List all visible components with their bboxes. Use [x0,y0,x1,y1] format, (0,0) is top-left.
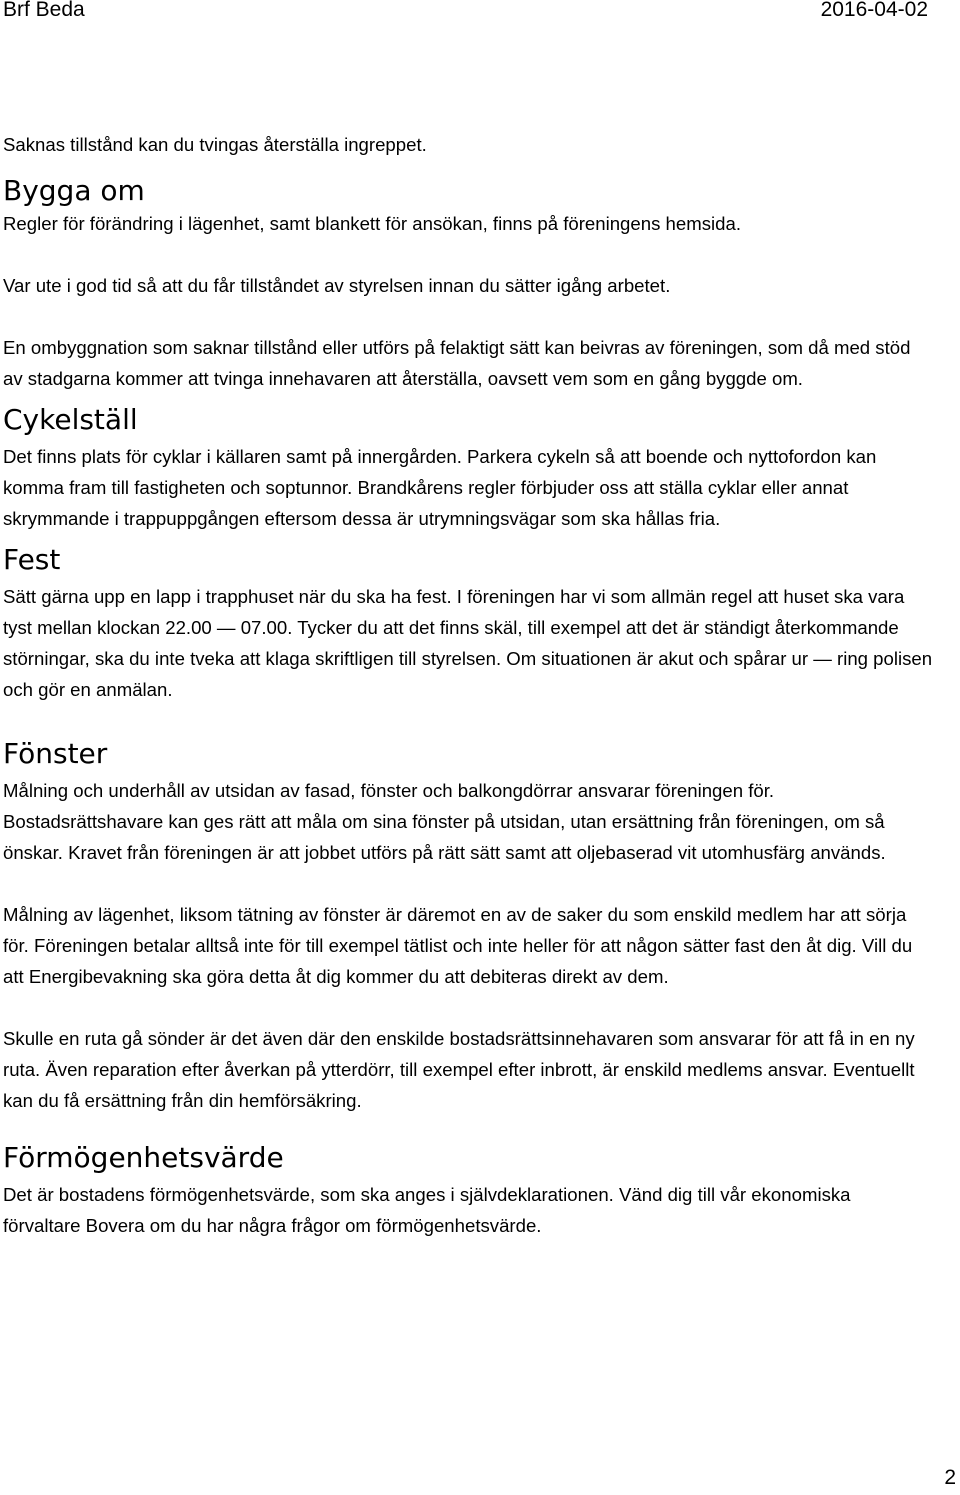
header-date: 2016-04-02 [820,0,928,21]
section-heading-bygga-om: Bygga om [3,174,145,207]
paragraph: Det finns plats för cyklar i källaren samt på innergården. Parkera cykeln så att boende och nyttofordon kan komma fram till fastigheten och soptunnor. Brandkårens regler förbjuder oss att ställa cyklar eller annat skrymmande i trappuppgången eftersom dessa är utrymningsvägar som ska hållas fria. [3,446,877,529]
section-heading-fonster: Fönster [3,737,108,770]
paragraph: Skulle en ruta gå sönder är det även där den enskilde bostadsrättsinnehavaren som ansvarar för att få in en ny ruta. Även reparation efter åverkan på ytterdörr, till exempel efter inbrott, är enskild medlems ansvar. Eventuellt kan du få ersättning från din hemförsäkring. [3,1028,915,1111]
paragraph: Sätt gärna upp en lapp i trapphuset när du ska ha fest. I föreningen har vi som allmän regel att huset ska vara tyst mellan klockan 22.00 — 07.00. Tycker du att det finns skäl, till exempel att det är ständigt återkommande störningar, ska du inte tveka att klaga skriftligen till styrelsen. Om situationen är akut och spårar ur — ring polisen och gör en anmälan. [3,586,933,700]
section-heading-fest: Fest [3,543,61,576]
paragraph: En ombyggnation som saknar tillstånd eller utförs på felaktigt sätt kan beivras av föreningen, som då med stöd av stadgarna kommer att tvinga innehavaren att återställa, oavsett vem som en gång byggde om. [3,337,911,389]
paragraph: Regler för förändring i lägenhet, samt blankett för ansökan, finns på föreningens hemsida. [3,213,741,234]
page-header [0,0,960,24]
page-number: 2 [944,1466,956,1489]
document-body [3,129,933,1241]
intro-paragraph: Saknas tillstånd kan du tvingas återställa ingreppet. [3,134,427,155]
paragraph: Målning av lägenhet, liksom tätning av fönster är däremot en av de saker du som enskild medlem har att sörja för. Föreningen betalar alltså inte för till exempel tätlist och inte heller för att någon sätter fast den åt dig. Vill du att Energibevakning ska göra detta åt dig kommer du att debiteras direkt av dem. [3,904,913,987]
paragraph: Det är bostadens förmögenhetsvärde, som ska anges i självdeklarationen. Vänd dig till vår ekonomiska förvaltare Bovera om du har några frågor om förmögenhetsvärde. [3,1184,851,1236]
section-heading-cykelstall: Cykelställ [3,403,138,436]
header-title: Brf Beda [3,0,85,21]
paragraph: Målning och underhåll av utsidan av fasad, fönster och balkongdörrar ansvarar föreningen för. Bostadsrättshavare kan ges rätt att måla om sina fönster på utsidan, utan ersättning från föreningen, om så önskar. Kravet från föreningen är att jobbet utförs på rätt sätt samt att oljebaserad vit utomhusfärg används. [3,780,886,863]
section-heading-formogenhetsvarde: Förmögenhetsvärde [3,1141,284,1174]
paragraph: Var ute i god tid så att du får tillståndet av styrelsen innan du sätter igång arbetet. [3,275,671,296]
